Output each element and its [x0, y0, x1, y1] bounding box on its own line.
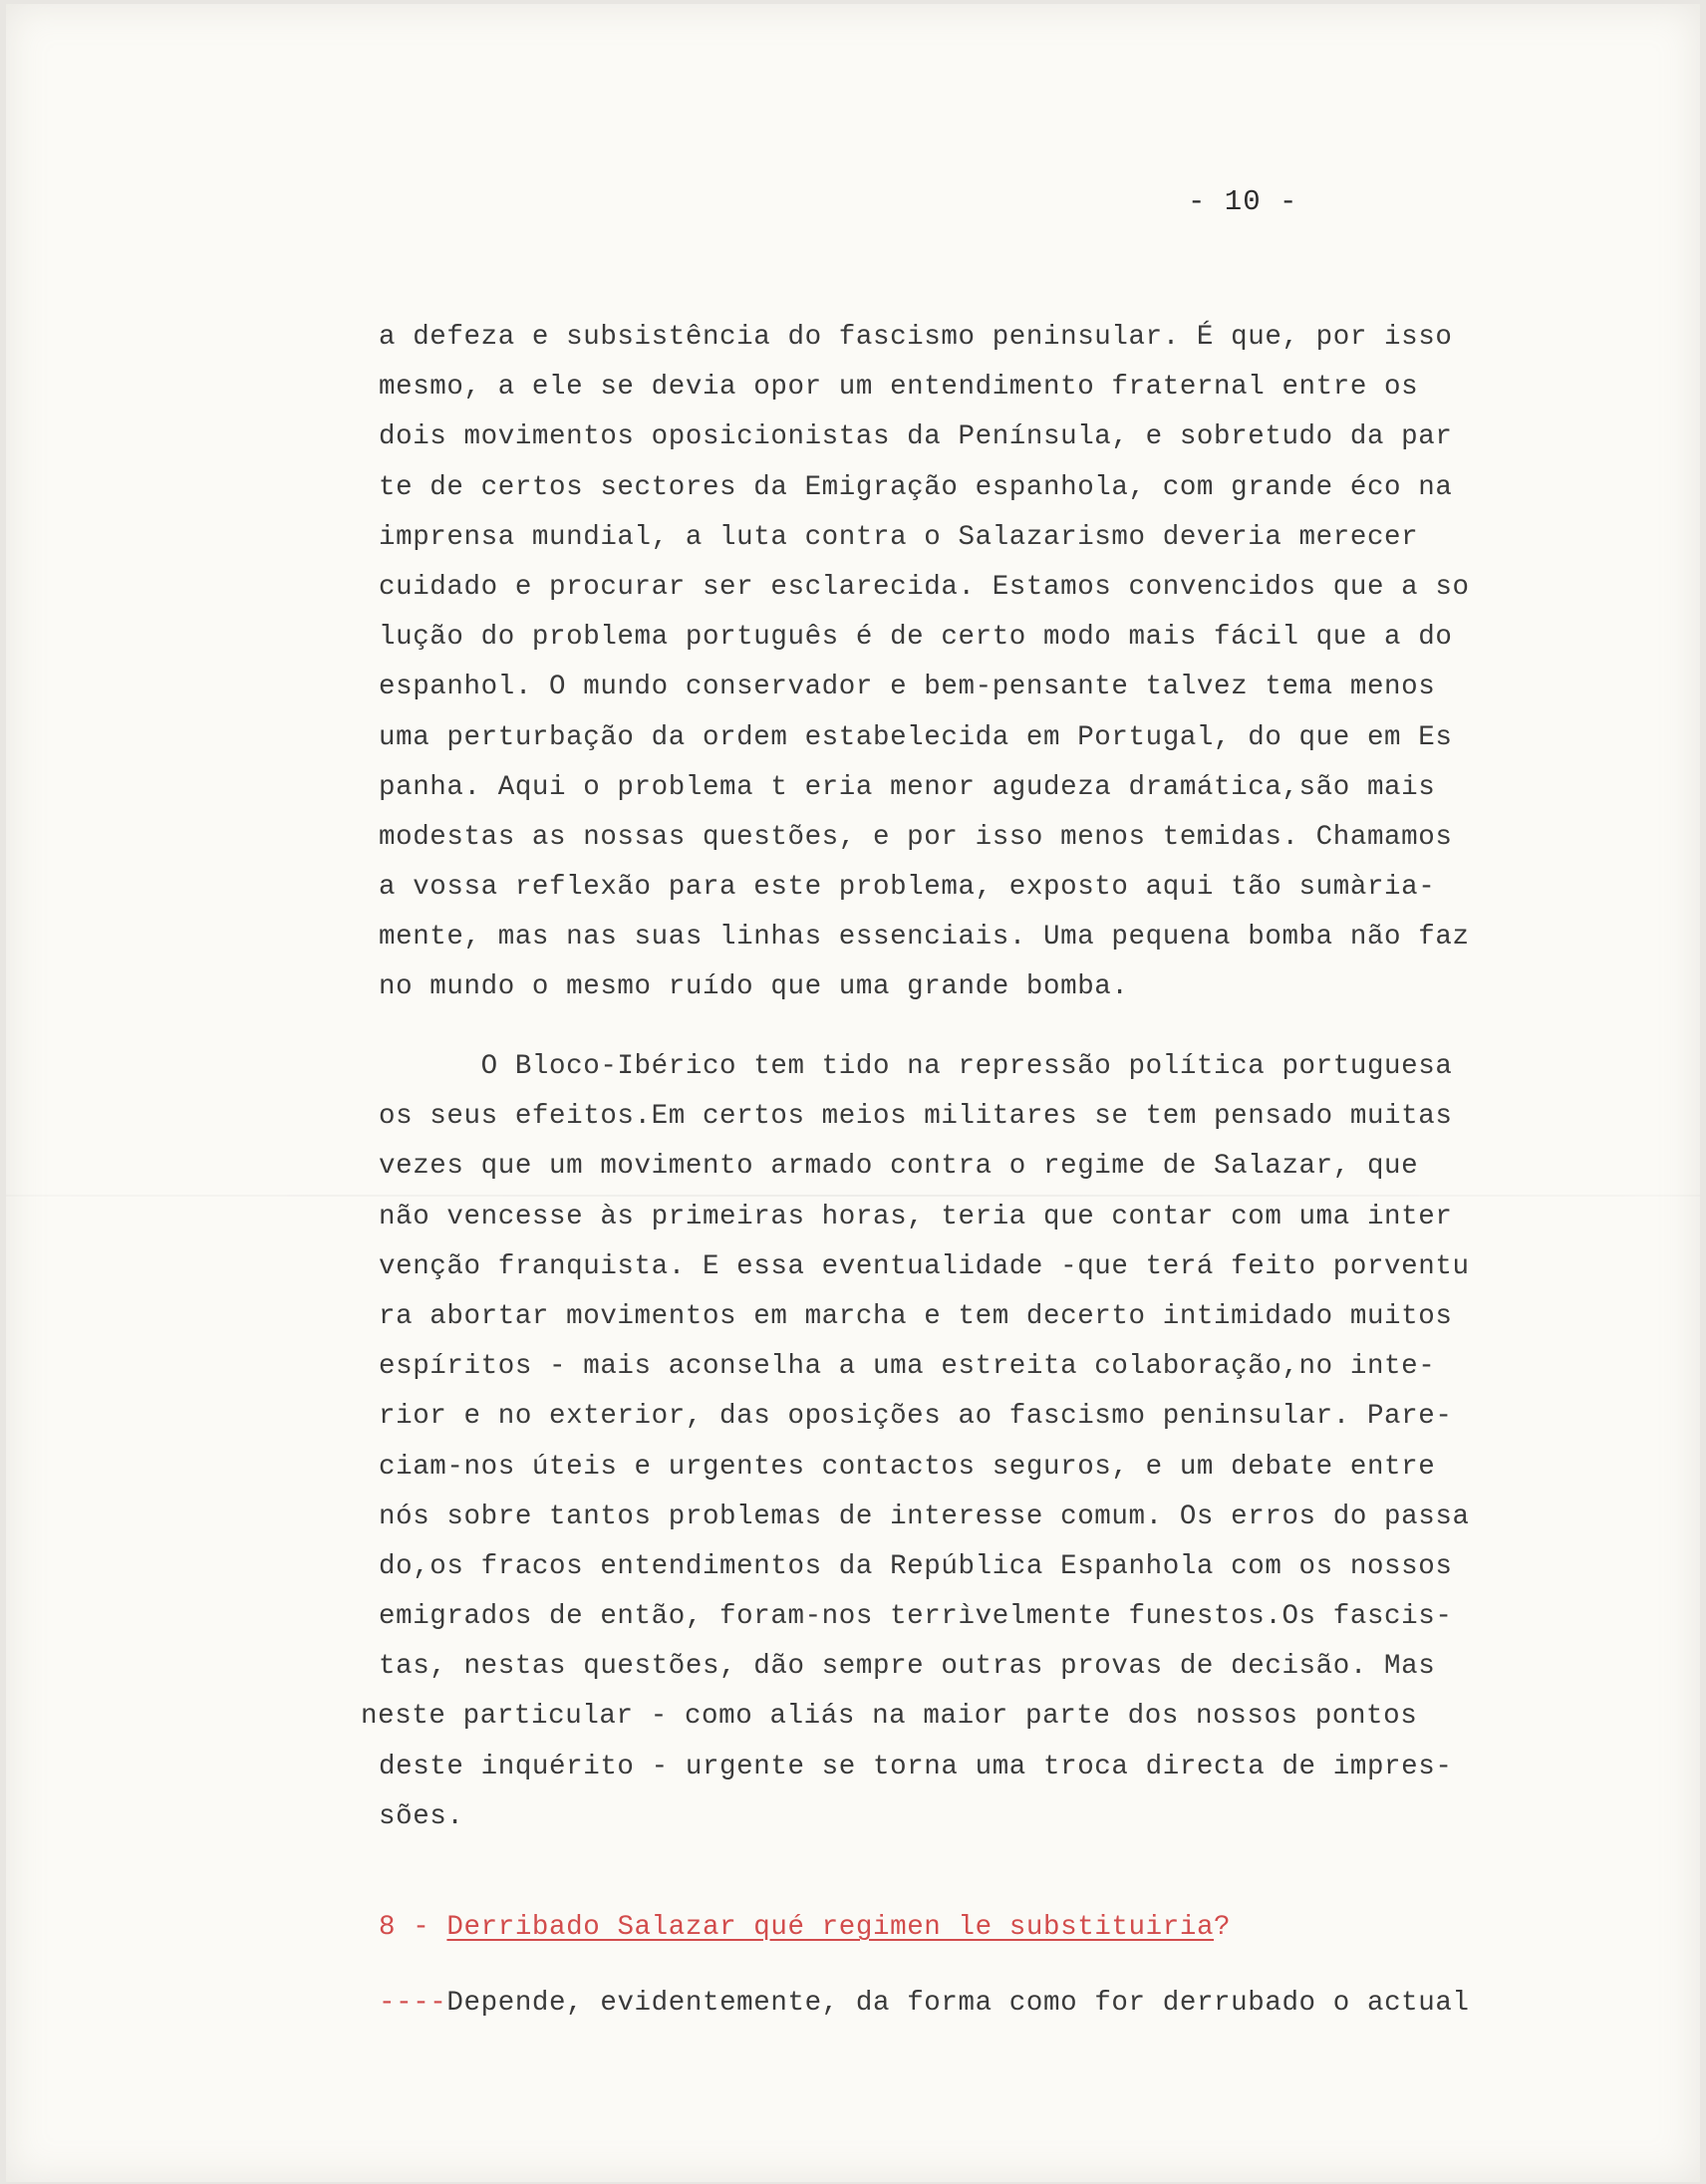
text-line: espíritos - mais aconselha a uma estreita colaboração,no inte- — [379, 1351, 1436, 1383]
text-line: do,os fracos entendimentos da República Espanhola com os nossos — [379, 1550, 1453, 1582]
text-line: te de certos sectores da Emigração espanhola, com grande éco na — [379, 471, 1453, 503]
text-line: espanhol. O mundo conservador e bem-pensante talvez tema menos — [379, 672, 1436, 703]
text-line: cuidado e procurar ser esclarecida. Estamos convencidos que a so — [379, 571, 1470, 603]
text-line: mente, mas nas suas linhas essenciais. Uma pequena bomba não faz — [379, 922, 1470, 954]
text-line: os seus efeitos.Em certos meios militares se tem pensado muitas — [379, 1101, 1453, 1133]
paragraph-1 — [379, 313, 1470, 1013]
text-line: nós sobre tantos problemas de interesse comum. Os erros do passa — [379, 1501, 1470, 1532]
text-line: uma perturbação da ordem estabelecida em Portugal, do que em Es — [379, 721, 1453, 753]
text-line: rior e no exterior, das oposições ao fascismo peninsular. Pare- — [379, 1401, 1453, 1433]
text-line: imprensa mundial, a luta contra o Salazarismo deveria merecer — [379, 521, 1419, 553]
text-line: tas, nestas questões, dão sempre outras provas de decisão. Mas — [379, 1651, 1436, 1683]
paragraph-2 — [361, 1042, 1470, 1842]
page-number: - 10 - — [1188, 185, 1298, 218]
document-page — [6, 4, 1700, 2182]
text-line: ciam-nos úteis e urgentes contactos seguros, e um debate entre — [379, 1451, 1436, 1483]
text-line: ra abortar movimentos em marcha e tem decerto intimidado muitos — [379, 1300, 1453, 1332]
answer-line — [379, 1979, 1470, 2029]
question-number: 8 - — [379, 1912, 447, 1943]
text-line: emigrados de então, foram-nos terrìvelmente funestos.Os fascis- — [379, 1601, 1453, 1633]
text-line: panha. Aqui o problema t eria menor agudeza dramática,são mais — [379, 771, 1436, 803]
text-line: a defeza e subsistência do fascismo peninsular. É que, por isso — [379, 322, 1453, 353]
text-line: no mundo o mesmo ruído que uma grande bomba. — [379, 971, 1129, 1003]
text-line: sões. — [379, 1800, 464, 1832]
answer-dashes: ---- — [379, 1988, 447, 2019]
text-line: vezes que um movimento armado contra o regime de Salazar, que — [379, 1151, 1419, 1183]
text-line: neste particular - como aliás na maior parte dos nossos pontos — [361, 1701, 1418, 1733]
text-line: a vossa reflexão para este problema, exposto aqui tão sumària- — [379, 872, 1436, 904]
text-line: dois movimentos oposicionistas da Península, e sobretudo da par — [379, 421, 1453, 453]
text-line: lução do problema português é de certo modo mais fácil que a do — [379, 622, 1453, 654]
question-heading — [379, 1903, 1231, 1953]
text-line: deste inquérito - urgente se torna uma troca directa de impres- — [379, 1751, 1453, 1782]
answer-text: Depende, evidentemente, da forma como for derrubado o actual — [446, 1988, 1470, 2019]
text-line: mesmo, a ele se devia opor um entendimento fraternal entre os — [379, 372, 1419, 404]
text-line: modestas as nossas questões, e por isso menos temidas. Chamamos — [379, 821, 1453, 853]
question-mark: ? — [1214, 1912, 1232, 1943]
text-line: não vencesse às primeiras horas, teria que contar com uma inter — [379, 1201, 1453, 1232]
question-title: Derribado Salazar qué regimen le substituiria — [446, 1912, 1215, 1943]
text-line: O Bloco-Ibérico tem tido na repressão política portuguesa — [379, 1051, 1453, 1082]
text-line: venção franquista. E essa eventualidade -que terá feito porventu — [379, 1250, 1470, 1282]
